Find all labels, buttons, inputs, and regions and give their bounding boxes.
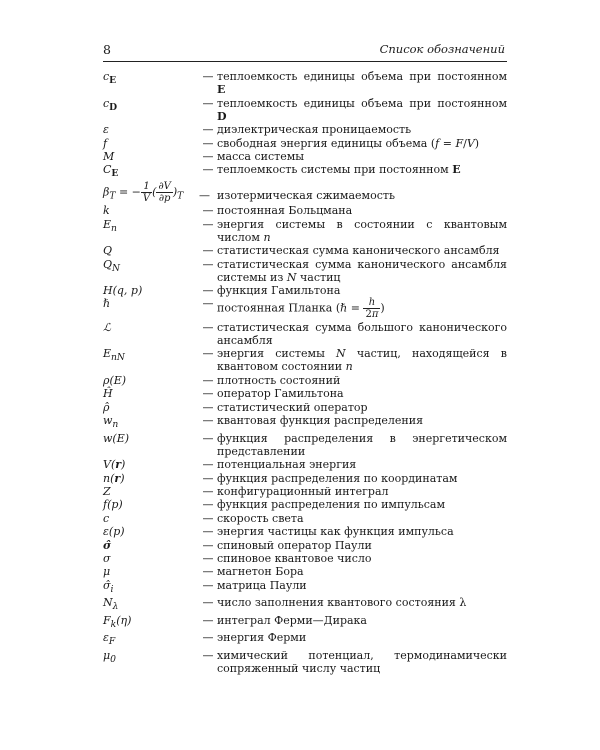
- list-item: [103, 498, 507, 511]
- dash-separator: —: [202, 70, 214, 83]
- list-item: [103, 387, 507, 400]
- entry-description: матрица Паули: [217, 578, 307, 592]
- dash-separator: —: [202, 613, 214, 627]
- entry-description: конфигурационный интеграл: [217, 484, 389, 498]
- entry-symbol: f(p): [103, 498, 123, 512]
- dash-separator: —: [202, 96, 214, 110]
- entry-symbol: $F_k(\eta)$: [103, 613, 132, 631]
- dash-separator: —: [202, 217, 214, 231]
- entry-symbol: $\mu_0$: [103, 649, 116, 666]
- list-item: [103, 347, 507, 373]
- list-item: [103, 631, 507, 648]
- list-item: [103, 204, 507, 217]
- entry-description: постоянная Больцмана: [217, 204, 353, 218]
- dash-separator: —: [202, 387, 214, 401]
- dash-separator: —: [202, 484, 214, 498]
- list-item: [103, 512, 507, 525]
- entry-symbol: $w_n$: [103, 414, 119, 431]
- list-item: [103, 123, 507, 136]
- entry-description: изотермическая сжимаемость: [217, 188, 395, 202]
- list-item: [103, 472, 507, 485]
- list-item: [103, 97, 507, 123]
- entry-symbol: w(E): [103, 431, 130, 445]
- dash-separator: —: [202, 347, 214, 361]
- entry-symbol: V(r): [103, 458, 126, 472]
- entry-symbol: M: [103, 149, 115, 163]
- dash-separator: —: [202, 551, 214, 565]
- entry-symbol: $\beta_T$ = − $\frac{1}{V}$ ( $\frac{\partial V}{\partial p}$ )$_T$: [103, 180, 184, 204]
- list-item: [103, 539, 507, 552]
- dash-separator: —: [202, 596, 214, 610]
- list-item: [103, 70, 507, 96]
- fraction: $\frac{\partial V}{\partial p}$: [158, 180, 171, 204]
- list-item: [103, 181, 507, 204]
- entry-symbol: ℏ: [103, 297, 111, 311]
- entry-symbol: $E_n$: [103, 217, 117, 234]
- dash-separator: —: [202, 136, 214, 150]
- list-item: [103, 401, 507, 414]
- list-item: [103, 579, 507, 596]
- entry-symbol: $N_\lambda$: [103, 596, 119, 613]
- list-item: [103, 614, 507, 631]
- entry-description: энергия Ферми: [217, 631, 307, 645]
- entry-description: функция распределения в энергетическом представлении: [217, 431, 507, 458]
- dash-separator: —: [202, 244, 214, 258]
- dash-separator: —: [202, 538, 214, 552]
- entry-description: статистическая сумма канонического ансамбля: [217, 244, 500, 258]
- page-header: [103, 41, 507, 62]
- entry-symbol: f: [103, 136, 108, 150]
- dash-separator: —: [202, 373, 214, 387]
- entry-symbol: Q: [103, 244, 113, 258]
- entry-description: энергия системы в состоянии с квантовым числом n: [217, 217, 507, 244]
- entry-description: функция Гамильтона: [217, 284, 341, 298]
- list-item: [103, 596, 507, 613]
- entry-symbol: Ĥ: [103, 387, 113, 401]
- entry-symbol: c: [103, 511, 110, 525]
- list-item: [103, 552, 507, 565]
- list-item: [103, 414, 507, 431]
- entry-description: скорость света: [217, 511, 304, 525]
- entry-description: магнетон Бора: [217, 565, 304, 579]
- entry-description: интеграл Ферми—Дирака: [217, 613, 367, 627]
- dash-separator: —: [202, 525, 214, 539]
- list-item: [103, 258, 507, 284]
- entry-description: плотность состояний: [217, 373, 341, 387]
- dash-separator: —: [199, 188, 210, 202]
- entry-description: теплоемкость системы при постоянном E: [217, 163, 461, 177]
- dash-separator: —: [202, 204, 214, 218]
- dash-separator: —: [202, 578, 214, 592]
- list-item: [103, 137, 507, 150]
- entry-description: число заполнения квантового состояния λ: [217, 596, 467, 610]
- dash-separator: —: [202, 284, 214, 298]
- entry-symbol: n(r): [103, 471, 125, 485]
- entry-description: масса системы: [217, 149, 305, 163]
- dash-separator: —: [202, 400, 214, 414]
- entry-description: свободная энергия единицы объема (f = F/V): [217, 136, 480, 150]
- entry-symbol: H(q, p): [103, 284, 143, 298]
- entry-symbol: ℒ: [103, 320, 111, 334]
- dash-separator: —: [202, 511, 214, 525]
- list-item: [103, 432, 507, 458]
- entry-symbol: ε: [103, 123, 109, 137]
- entry-description: теплоемкость единицы объема при постоянном E: [217, 70, 507, 97]
- list-item: [103, 458, 507, 471]
- entry-description: спиновый оператор Паули: [217, 538, 372, 552]
- list-item: [103, 321, 507, 347]
- notation-list: [103, 70, 507, 676]
- entry-symbol: ρ̂: [103, 400, 110, 414]
- list-item: [103, 297, 507, 320]
- list-item: [103, 649, 507, 675]
- entry-symbol: $c_E$: [103, 70, 117, 87]
- entry-description: квантовая функция распределения: [217, 414, 424, 428]
- dash-separator: —: [202, 471, 214, 485]
- dash-separator: —: [202, 649, 214, 663]
- list-item: [103, 565, 507, 578]
- dash-separator: —: [202, 320, 214, 334]
- entry-symbol: $Q_N$: [103, 257, 121, 274]
- dash-separator: —: [202, 414, 214, 428]
- dash-separator: —: [202, 257, 214, 271]
- fraction: $\frac{h}{2\pi}$: [365, 297, 379, 321]
- entry-symbol: ε(p): [103, 525, 125, 539]
- entry-description: спиновое квантовое число: [217, 551, 372, 565]
- dash-separator: —: [202, 163, 214, 177]
- list-item: [103, 485, 507, 498]
- list-item: [103, 218, 507, 244]
- list-item: [103, 163, 507, 180]
- dash-separator: —: [202, 565, 214, 579]
- entry-description: энергия системы N частиц, находящейся в квантовом состоянии n: [217, 347, 507, 374]
- entry-description: постоянная Планка (ℏ = $\frac{h}{2\pi}$ ): [217, 297, 385, 321]
- entry-description: химический потенциал, термодинамически сопряженный числу частиц: [217, 649, 507, 676]
- dash-separator: —: [202, 149, 214, 163]
- entry-symbol: k: [103, 204, 110, 218]
- page-number: 8: [103, 42, 111, 57]
- entry-description: потенциальная энергия: [217, 458, 357, 472]
- entry-symbol: Z: [103, 484, 111, 498]
- entry-symbol: $c_D$: [103, 96, 118, 113]
- list-item: [103, 374, 507, 387]
- dash-separator: —: [202, 498, 214, 512]
- entry-symbol: $E_{nN}$: [103, 347, 125, 364]
- entry-description: статистический оператор: [217, 400, 368, 414]
- dash-separator: —: [202, 123, 214, 137]
- list-item: [103, 284, 507, 297]
- entry-description: функция распределения по импульсам: [217, 498, 446, 512]
- entry-description: статистическая сумма канонического ансамбля системы из N частиц: [217, 257, 507, 284]
- entry-description: энергия частицы как функция импульса: [217, 525, 454, 539]
- entry-description: статистическая сумма большого канонического ансамбля: [217, 320, 507, 347]
- entry-symbol: ρ(E): [103, 373, 127, 387]
- dash-separator: —: [202, 431, 214, 445]
- entry-description: функция распределения по координатам: [217, 471, 458, 485]
- page-title: Список обозначений: [379, 42, 505, 56]
- fraction: $\frac{1}{V}$: [142, 180, 151, 204]
- entry-description: диэлектрическая проницаемость: [217, 123, 412, 137]
- entry-description: оператор Гамильтона: [217, 387, 344, 401]
- entry-symbol: $\varepsilon_F$: [103, 631, 116, 648]
- dash-separator: —: [202, 297, 214, 311]
- entry-symbol: $\sigmâ_i$: [103, 578, 114, 595]
- list-item: [103, 150, 507, 163]
- entry-description: теплоемкость единицы объема при постоянном D: [217, 96, 507, 123]
- entry-symbol: μ: [103, 565, 111, 579]
- entry-symbol: $C_E$: [103, 163, 119, 180]
- list-item: [103, 244, 507, 257]
- entry-symbol: σ: [103, 551, 111, 565]
- entry-symbol: σ̂: [103, 538, 112, 552]
- dash-separator: —: [202, 631, 214, 645]
- dash-separator: —: [202, 458, 214, 472]
- list-item: [103, 525, 507, 538]
